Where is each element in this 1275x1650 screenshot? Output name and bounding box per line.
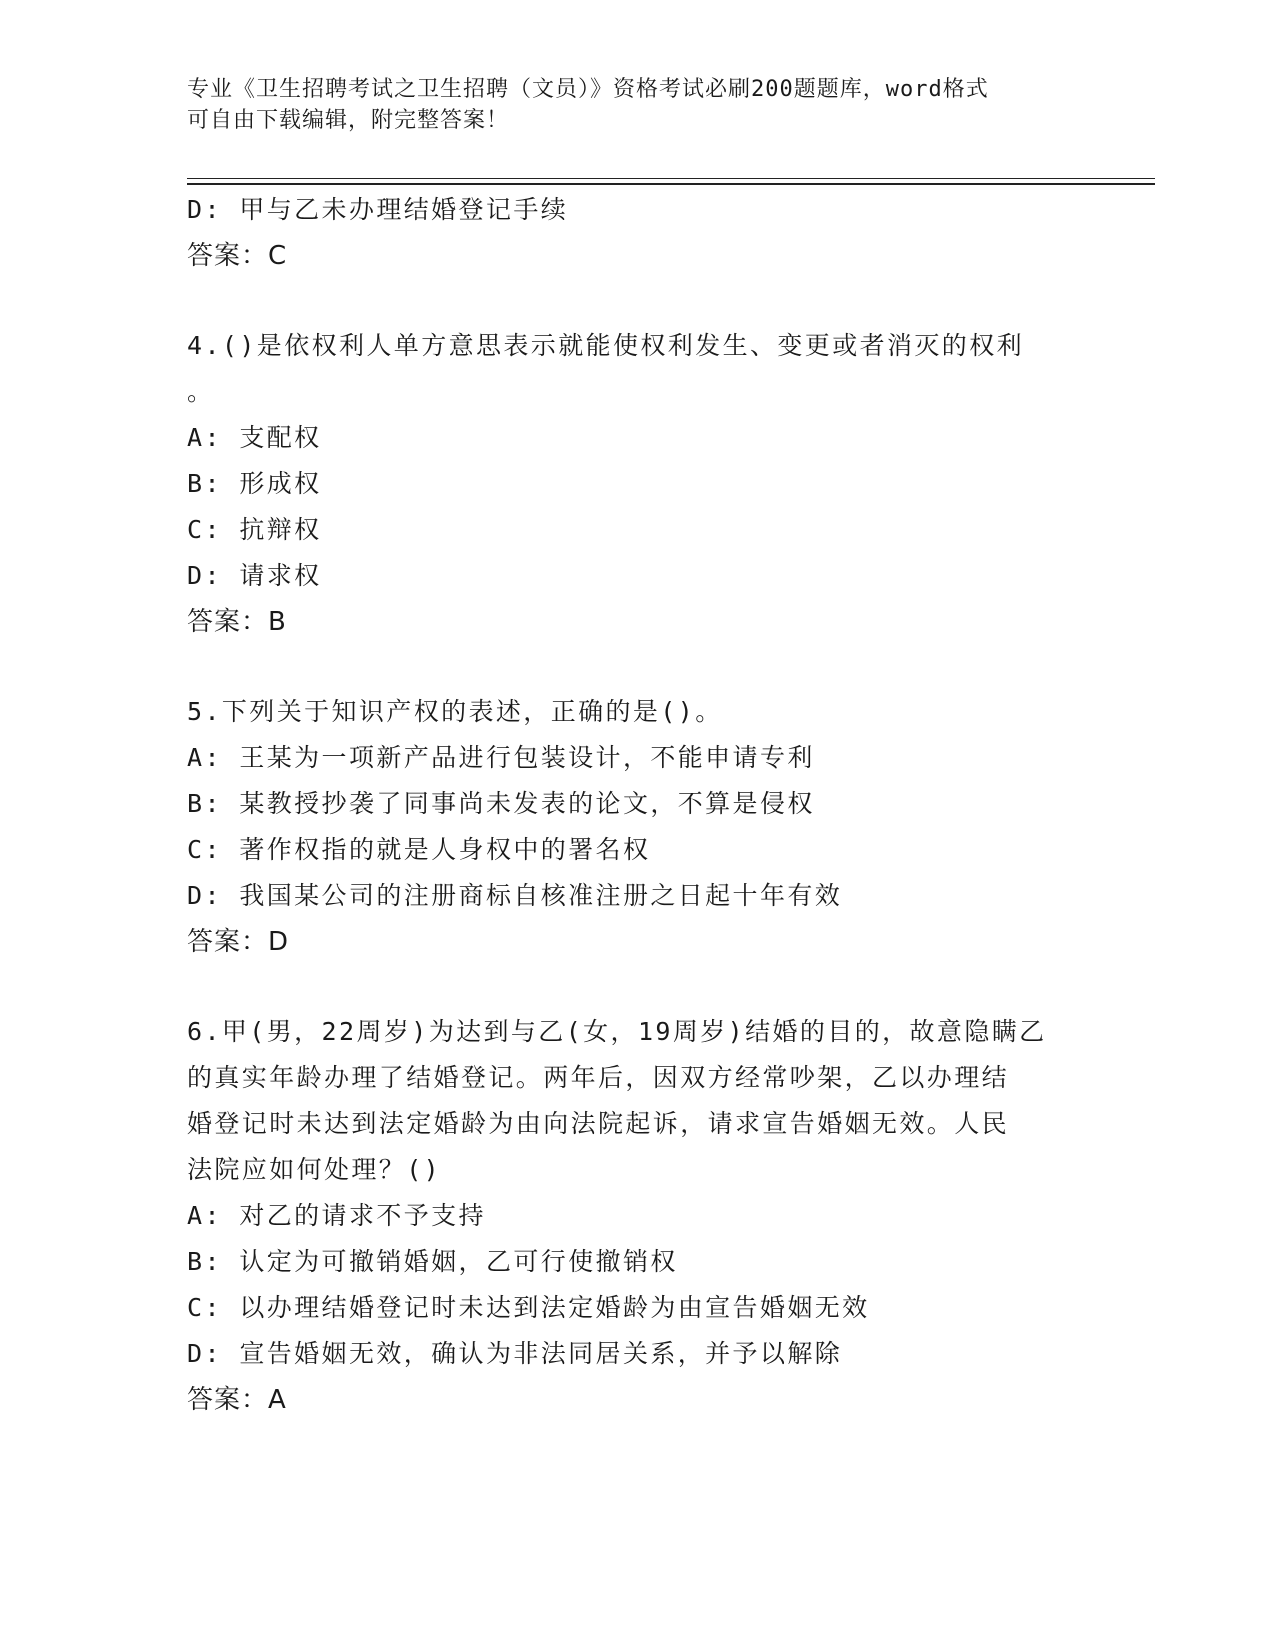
option-c: C: 以办理结婚登记时未达到法定婚龄为由宣告婚姻无效 [187,1293,870,1322]
option-d: D: 请求权 [187,561,322,590]
question-text-line-1: 6.甲(男，22周岁)为达到与乙(女，19周岁)结婚的目的，故意隐瞒乙 [187,1017,1047,1046]
answer-label: 答案：A [187,1385,287,1415]
option-b: B: 认定为可撤销婚姻，乙可行使撤销权 [187,1247,678,1276]
header-rule-thin [187,178,1155,179]
question-6 [187,1009,1087,1423]
question-5 [187,689,1087,965]
option-a: A: 王某为一项新产品进行包装设计，不能申请专利 [187,743,815,772]
option-a: A: 支配权 [187,423,322,452]
header-rule-thick [187,183,1155,185]
question-text: 4.()是依权利人单方意思表示就能使权利发生、变更或者消灭的权利 [187,331,1025,360]
option-a: A: 对乙的请求不予支持 [187,1201,486,1230]
header-line-1: 专业《卫生招聘考试之卫生招聘（文员）》资格考试必刷200题题库，word格式 [187,77,989,102]
question-text-continued: 。 [187,377,215,406]
document-header [187,74,1067,136]
question-text-line-3: 婚登记时未达到法定婚龄为由向法院起诉，请求宣告婚姻无效。人民 [187,1109,1010,1138]
option-d: D: 甲与乙未办理结婚登记手续 [187,195,569,224]
option-d: D: 我国某公司的注册商标自核准注册之日起十年有效 [187,881,843,910]
question-text-line-4: 法院应如何处理？() [187,1155,442,1184]
answer-label: 答案：C [187,241,288,271]
document-body [187,187,1087,1467]
option-d: D: 宣告婚姻无效，确认为非法同居关系，并予以解除 [187,1339,843,1368]
question-text: 5.下列关于知识产权的表述，正确的是()。 [187,697,723,726]
option-b: B: 某教授抄袭了同事尚未发表的论文，不算是侵权 [187,789,815,818]
option-c: C: 著作权指的就是人身权中的署名权 [187,835,651,864]
question-4 [187,323,1087,645]
answer-label: 答案：D [187,927,290,957]
previous-question-tail [187,187,1087,279]
header-line-2: 可自由下载编辑，附完整答案！ [187,108,510,133]
answer-label: 答案：B [187,607,287,637]
question-text-line-2: 的真实年龄办理了结婚登记。两年后，因双方经常吵架，乙以办理结 [187,1063,1010,1092]
option-c: C: 抗辩权 [187,515,322,544]
option-b: B: 形成权 [187,469,322,498]
